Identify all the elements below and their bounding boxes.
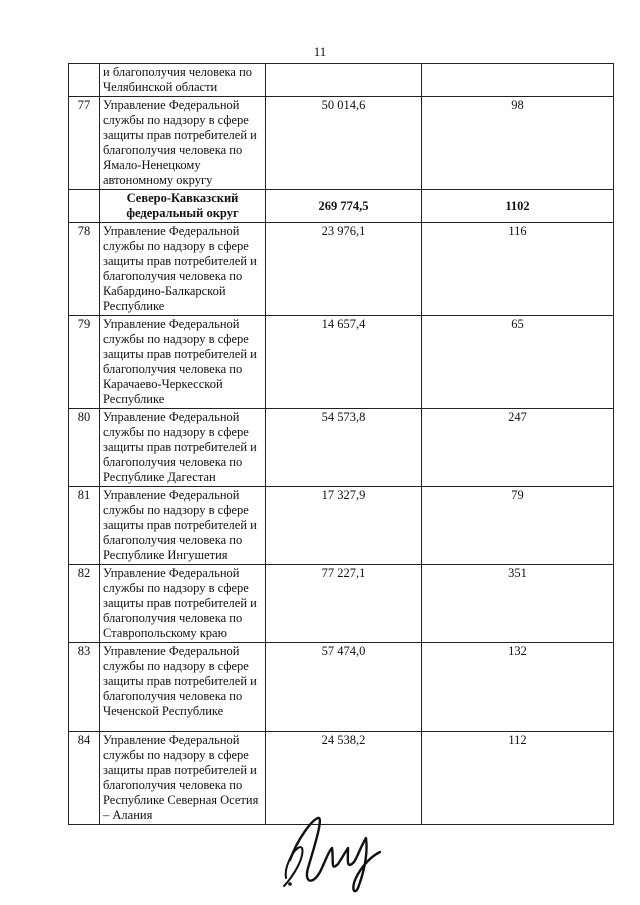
- table-row: [69, 643, 614, 732]
- funding-amount: 24 538,2: [266, 732, 422, 825]
- region-staff-total: 1102: [422, 190, 614, 223]
- staff-count: 98: [422, 97, 614, 190]
- agency-name: Управление Федеральной службы по надзору в сфере защиты прав потребителей и благополучия человека по Республике Северная Осетия – Алания: [100, 732, 266, 825]
- region-funding-total: 269 774,5: [266, 190, 422, 223]
- staff-count: 247: [422, 409, 614, 487]
- agency-name: Управление Федеральной службы по надзору в сфере защиты прав потребителей и благополучия человека по Ямало-Ненецкому автономному округу: [100, 97, 266, 190]
- table-row: [69, 97, 614, 190]
- row-number: 81: [69, 487, 100, 565]
- staff-count: 79: [422, 487, 614, 565]
- handwritten-signature: [268, 808, 388, 896]
- funding-amount: 50 014,6: [266, 97, 422, 190]
- staff-count: 65: [422, 316, 614, 409]
- agency-name: Управление Федеральной службы по надзору в сфере защиты прав потребителей и благополучия человека по Карачаево-Черкесской Республике: [100, 316, 266, 409]
- row-number: 77: [69, 97, 100, 190]
- table-row: [69, 316, 614, 409]
- row-number: 80: [69, 409, 100, 487]
- funding-amount: 57 474,0: [266, 643, 422, 732]
- funding-amount: 14 657,4: [266, 316, 422, 409]
- row-number: 78: [69, 223, 100, 316]
- row-number: 83: [69, 643, 100, 732]
- allocation-table: [68, 63, 614, 825]
- agency-name: и благополучия человека по Челябинской области: [100, 64, 266, 97]
- funding-amount: [266, 64, 422, 97]
- page-number: 11: [313, 44, 327, 59]
- funding-amount: 77 227,1: [266, 565, 422, 643]
- agency-name: Управление Федеральной службы по надзору в сфере защиты прав потребителей и благополучия человека по Кабардино-Балкарской Республике: [100, 223, 266, 316]
- staff-count: 351: [422, 565, 614, 643]
- row-number: 84: [69, 732, 100, 825]
- agency-name: Управление Федеральной службы по надзору в сфере защиты прав потребителей и благополучия человека по Чеченской Республике: [100, 643, 266, 732]
- row-number-empty: [69, 190, 100, 223]
- row-number: [69, 64, 100, 97]
- agency-name: Управление Федеральной службы по надзору в сфере защиты прав потребителей и благополучия человека по Ставропольскому краю: [100, 565, 266, 643]
- agency-name: Управление Федеральной службы по надзору в сфере защиты прав потребителей и благополучия человека по Республике Ингушетия: [100, 487, 266, 565]
- staff-count: 116: [422, 223, 614, 316]
- table-row: [69, 487, 614, 565]
- funding-amount: 23 976,1: [266, 223, 422, 316]
- agency-name: Управление Федеральной службы по надзору в сфере защиты прав потребителей и благополучия человека по Республике Дагестан: [100, 409, 266, 487]
- table-row: [69, 409, 614, 487]
- funding-amount: 17 327,9: [266, 487, 422, 565]
- region-name: Северо-Кавказский федеральный округ: [100, 190, 266, 223]
- table-row: [69, 223, 614, 316]
- staff-count: 132: [422, 643, 614, 732]
- staff-count: 112: [422, 732, 614, 825]
- row-number: 82: [69, 565, 100, 643]
- row-number: 79: [69, 316, 100, 409]
- table-row: [69, 565, 614, 643]
- region-subtotal-row: [69, 190, 614, 223]
- staff-count: [422, 64, 614, 97]
- table-row: [69, 64, 614, 97]
- funding-amount: 54 573,8: [266, 409, 422, 487]
